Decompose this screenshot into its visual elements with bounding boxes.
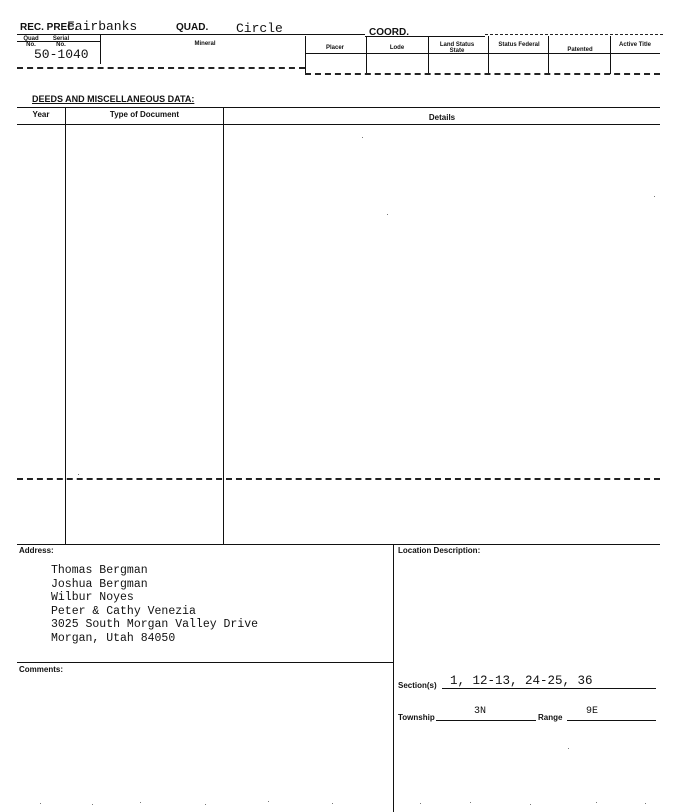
rec-prec-label: REC. PREC.: [20, 22, 78, 33]
range-label: Range: [538, 713, 563, 722]
address-line: Wilbur Noyes: [51, 591, 134, 604]
placer-label: Placer: [325, 45, 344, 51]
deeds-top-line: [17, 107, 660, 108]
speck: [470, 802, 471, 803]
header-vline-active: [610, 36, 611, 74]
comments-top-line: [17, 662, 393, 663]
sections-underline: [442, 688, 656, 689]
speck: [654, 196, 655, 197]
address-location-divider: [393, 544, 394, 812]
speck: [268, 801, 269, 802]
header-vline-land: [428, 36, 429, 74]
township-value: 3N: [474, 706, 487, 717]
deeds-header-line: [17, 124, 660, 125]
comments-label: Comments:: [19, 665, 64, 674]
speck: [568, 748, 569, 749]
speck: [596, 802, 597, 803]
rec-prec-value: Fairbanks: [67, 19, 138, 34]
header-vline-federal: [488, 36, 489, 74]
coord-label: COORD.: [369, 27, 409, 38]
header-subline: [305, 53, 660, 54]
header-vline-serial: [100, 34, 101, 64]
speck: [530, 804, 531, 805]
address-line: Thomas Bergman: [51, 564, 148, 577]
address-line: Morgan, Utah 84050: [51, 631, 176, 645]
col-details-header: Details: [428, 113, 456, 122]
address-line: Peter & Cathy Venezia: [51, 604, 196, 618]
header-vline-lode: [366, 36, 367, 74]
speck: [332, 803, 333, 804]
quad-no-label: Quad No.: [23, 36, 39, 48]
header-line-top: [17, 34, 365, 35]
deeds-dash-line: [17, 478, 660, 480]
header-inner-line: [17, 41, 101, 42]
serial-value: 50-1040: [34, 47, 89, 62]
speck: [387, 214, 388, 215]
quad-label: QUAD.: [176, 22, 209, 33]
col-year-header: Year: [32, 110, 50, 119]
header-vline-placer: [305, 36, 306, 74]
address-line: 3025 South Morgan Valley Drive: [51, 618, 259, 631]
township-label: Township: [398, 713, 435, 722]
serial-no-label: Serial No.: [52, 36, 70, 48]
deeds-section-title: DEEDS AND MISCELLANEOUS DATA:: [32, 94, 195, 104]
address-line: Joshua Bergman: [51, 577, 148, 591]
township-underline: [436, 720, 536, 721]
range-value: 9E: [586, 706, 599, 717]
range-underline: [567, 720, 656, 721]
speck: [40, 803, 41, 804]
col-type-header: Type of Document: [109, 110, 180, 119]
quad-value: Circle: [236, 21, 283, 36]
status-federal-label: Status Federal: [498, 42, 540, 48]
lode-label: Lode: [389, 45, 405, 51]
address-top-line: [17, 544, 660, 545]
header-line-top-dash: [485, 34, 663, 35]
speck: [362, 137, 363, 138]
header-bottom-dash: [17, 67, 305, 69]
mineral-label: Mineral: [194, 41, 216, 47]
speck: [92, 804, 93, 805]
header-vline-patented: [548, 36, 549, 74]
land-state-label: Land Status State: [439, 42, 475, 54]
sections-label: Section(s): [398, 681, 437, 690]
sections-value: 1, 12-13, 24-25, 36: [450, 674, 593, 688]
header-line-top-2: [365, 36, 485, 37]
speck: [140, 802, 141, 803]
speck: [78, 474, 79, 475]
address-label: Address:: [19, 546, 54, 555]
speck: [205, 804, 206, 805]
patented-label: Patented: [567, 47, 593, 53]
location-description-label: Location Description:: [398, 546, 481, 555]
speck: [645, 803, 646, 804]
speck: [420, 803, 421, 804]
header-bottom-dash-2: [305, 73, 660, 75]
active-title-label: Active Title: [619, 42, 651, 48]
